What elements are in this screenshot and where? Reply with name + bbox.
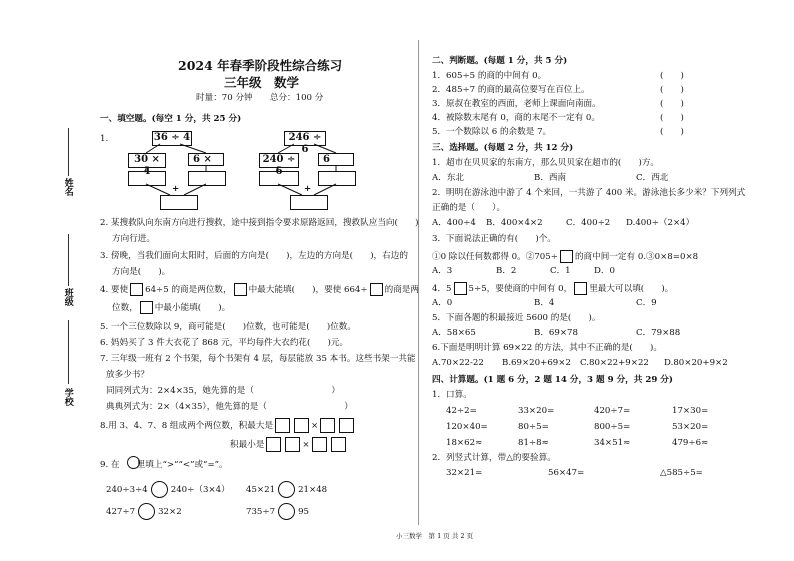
choice-q1: 1．超市在贝贝家的东南方，那么贝贝家在超市的( )方。 bbox=[432, 158, 660, 168]
compare-circle[interactable] bbox=[151, 481, 168, 498]
q8-line1: 8.用 3、4、7、8 组成两个两位数，积最大是 × bbox=[100, 418, 356, 433]
choice-q5: 5．下面各题的积最接近 5600 的是( )。 bbox=[432, 313, 601, 323]
judge-item-4: 4．被除数末尾有 0，商的末尾不一定有 0。 bbox=[432, 113, 600, 123]
choice-q4-b: B．4 bbox=[534, 298, 555, 308]
choice-q2-line2: 正确的是（ ）。 bbox=[432, 203, 506, 213]
choice-q4-c: C．9 bbox=[636, 298, 657, 308]
q2-line2: 方向行进。 bbox=[112, 234, 155, 244]
q8-line2: 积最小是 × bbox=[230, 437, 348, 452]
q5-text: 5. 一个三位数除以 9，商可能是( )位数，也可能是( )位数。 bbox=[100, 322, 356, 332]
choice-q3-text-a: ①0 除以任何数都得 0。②705÷ bbox=[432, 252, 558, 262]
choice-q3-blank-box[interactable] bbox=[560, 250, 573, 263]
diagram1-right-box: 6 × bbox=[188, 153, 224, 166]
choice-q5-c: C．79×88 bbox=[636, 328, 681, 338]
choice-q5-b: B．69×78 bbox=[534, 328, 578, 338]
q4-blank-box[interactable] bbox=[140, 301, 153, 314]
paper-title: 2024 年春季阶段性综合练习 bbox=[178, 58, 343, 73]
q3-line2: 方向是( )。 bbox=[112, 267, 171, 277]
choice-q3-text-b: 的商中间一定有 0.③0×8=0×8 bbox=[574, 252, 699, 262]
time-score: 时量：70 分钟 总分：100 分 bbox=[196, 93, 324, 103]
paper-subtitle: 三年级 数学 bbox=[224, 75, 300, 90]
q9-heading: 9. 在 里填上“>”“<”或“=”。 bbox=[100, 460, 228, 470]
diagram1-plus: + bbox=[172, 184, 180, 194]
judge-paren-3[interactable]: ( ) bbox=[660, 99, 684, 109]
q1-number: 1. bbox=[100, 134, 109, 144]
oral-item: 34×51≈ bbox=[594, 438, 631, 448]
diagram2-right-box: 6 bbox=[318, 153, 354, 166]
school-line[interactable] bbox=[68, 320, 69, 384]
q7-line3: 同同列式为：2×4×35，她先算的是（ ） bbox=[106, 386, 340, 396]
choice-q4-blank-box[interactable] bbox=[574, 282, 587, 295]
compare-circle[interactable] bbox=[278, 481, 295, 498]
oral-item: 420÷7= bbox=[594, 406, 631, 416]
class-line[interactable] bbox=[68, 234, 69, 286]
compare-right: 95 bbox=[298, 507, 310, 517]
choice-q4-text-c: 里最大可以填( )。 bbox=[589, 284, 674, 294]
choice-q3-a: A．3 bbox=[432, 266, 453, 276]
choice-q3-c: C．1 bbox=[550, 266, 571, 276]
choice-q1-c: C．西北 bbox=[636, 173, 669, 183]
q7-line1: 7. 三年级一班有 2 个书架，每个书架有 4 层，每层能放 35 本书。这些书架一共能 bbox=[100, 354, 416, 364]
vertical-item: 56×47= bbox=[548, 468, 585, 478]
choice-q6: 6.下面是明明计算 69×22 的方法，其中不正确的是( )。 bbox=[432, 343, 662, 353]
section4-heading: 四、计算题。(1 题 6 分，2 题 14 分，3 题 9 分，共 29 分) bbox=[432, 375, 673, 385]
choice-q6-b: B.69×20+69×2 bbox=[502, 358, 571, 368]
choice-q4 bbox=[432, 282, 673, 295]
choice-q1-b: B．西南 bbox=[534, 173, 567, 183]
diagram1-connectors bbox=[120, 128, 240, 218]
choice-q6-a: A.70×22-22 bbox=[432, 358, 484, 368]
oral-item: 17×30= bbox=[672, 406, 709, 416]
column-divider bbox=[418, 40, 419, 525]
oral-item: 18×62≈ bbox=[446, 438, 483, 448]
q4-line1 bbox=[100, 283, 419, 296]
compare-right: 21×48 bbox=[298, 485, 328, 495]
q8-digit-box[interactable] bbox=[320, 418, 335, 433]
q8-digit-box[interactable] bbox=[331, 437, 346, 452]
q3-line1: 3. 傍晚，当我们面向太阳时，后面的方向是( )，左边的方向是( )，右边的 bbox=[100, 251, 408, 261]
judge-item-2: 2．485÷7 的商的最高位要写在百位上。 bbox=[432, 85, 590, 95]
q4-text-c: 中最大能填( )，要使 664÷ bbox=[248, 285, 368, 295]
compare-left: 427÷7 bbox=[106, 507, 136, 517]
name-line[interactable] bbox=[68, 128, 69, 176]
compare-left: 240÷3÷4 bbox=[106, 485, 148, 495]
vertical-heading: 2．列竖式计算，带△的要验算。 bbox=[432, 453, 556, 463]
diagram2-left-box: 240 ÷ 6 bbox=[259, 153, 299, 168]
choice-q4-a: A．0 bbox=[432, 298, 453, 308]
q4-text-a: 4. 要使 bbox=[100, 285, 129, 295]
oral-item: 81÷8≈ bbox=[518, 438, 549, 448]
q4-text-d: 的商是两 bbox=[384, 285, 419, 295]
oral-heading: 1．口算。 bbox=[432, 390, 472, 400]
compare-circle[interactable] bbox=[138, 503, 155, 520]
choice-q2-d: D.400÷（2×4） bbox=[626, 218, 695, 228]
q4-blank-box[interactable] bbox=[130, 283, 143, 296]
choice-q2-a: A．400÷4 bbox=[432, 218, 476, 228]
q8-digit-box[interactable] bbox=[294, 418, 309, 433]
q4-text-f: 中最小能填( )。 bbox=[154, 303, 231, 313]
q4-line2 bbox=[112, 301, 230, 314]
diagram2-plus: + bbox=[304, 184, 312, 194]
diagram2-connectors bbox=[250, 128, 370, 218]
judge-item-3: 3．原叔在教室的西面，老师上课面向南面。 bbox=[432, 99, 601, 109]
q8-text-max: 8.用 3、4、7、8 组成两个两位数，积最大是 bbox=[100, 421, 274, 431]
diagram2-top-box: 246 ÷ 6 bbox=[284, 131, 326, 146]
judge-paren-1[interactable]: ( ) bbox=[660, 71, 684, 81]
choice-q2-c: C．400÷2 bbox=[566, 218, 611, 228]
choice-q2-b: B．400×4×2 bbox=[486, 218, 543, 228]
q4-text-b: 64÷5 的商是两位数， bbox=[145, 285, 232, 295]
q4-text-e: 位数， bbox=[112, 303, 138, 313]
choice-q4-text-a: 4．5 bbox=[432, 284, 452, 294]
diagram1-top-box: 36 ÷ 4 bbox=[152, 131, 192, 146]
oral-item: 479÷6≈ bbox=[672, 438, 709, 448]
diagram1-left-box: 30 × 4 bbox=[128, 153, 166, 168]
q4-blank-box[interactable] bbox=[370, 283, 383, 296]
section2-heading: 二、判断题。(每题 1 分，共 5 分) bbox=[432, 56, 568, 66]
q7-line2: 放多少书？ bbox=[106, 370, 149, 380]
q8-digit-box[interactable] bbox=[312, 437, 327, 452]
choice-q6-d: D.80×20+9×2 bbox=[664, 358, 728, 368]
oral-item: 800÷5= bbox=[594, 422, 631, 432]
q9-example-circle bbox=[127, 456, 140, 469]
class-label: 班级 bbox=[62, 288, 73, 306]
page-footer: 小三数学 第 1 页 共 2 页 bbox=[396, 532, 474, 540]
q6-text: 6. 妈妈买了 3 件大衣花了 868 元，平均每件大衣约花( )元。 bbox=[100, 338, 349, 348]
q8-digit-box[interactable] bbox=[285, 437, 300, 452]
compare-right: 32×2 bbox=[158, 507, 182, 517]
choice-q4-text-b: 5÷5，要使商的中间有 0， bbox=[468, 284, 573, 294]
choice-q1-a: A．东北 bbox=[432, 173, 464, 183]
section1-heading: 一、填空题。(每空 1 分，共 25 分) bbox=[100, 114, 242, 124]
q4-blank-box[interactable] bbox=[234, 283, 247, 296]
compare-right: 240÷（3×4） bbox=[170, 485, 230, 495]
judge-paren-4[interactable]: ( ) bbox=[660, 113, 684, 123]
compare-row-1 bbox=[106, 481, 230, 498]
choice-q3: 3．下面说法正确的有( )个。 bbox=[432, 234, 556, 244]
compare-left: 735÷7 bbox=[246, 507, 276, 517]
judge-item-5: 5．一个数除以 6 的余数是 7。 bbox=[432, 127, 552, 137]
oral-item: 42÷2= bbox=[446, 406, 477, 416]
choice-q3-b: B．2 bbox=[496, 266, 517, 276]
oral-item: 80÷5= bbox=[518, 422, 549, 432]
section3-heading: 三、选择题。(每题 2 分，共 12 分) bbox=[432, 143, 574, 153]
q2-line1: 2. 某搜救队向东南方向进行搜救，途中接到指令要求原路返回，搜救队应当向( ) bbox=[100, 218, 419, 228]
choice-q5-a: A．58×65 bbox=[432, 328, 476, 338]
compare-left: 45×21 bbox=[246, 485, 276, 495]
oral-item: 33×20= bbox=[518, 406, 555, 416]
school-label: 学校 bbox=[62, 388, 73, 406]
q8-digit-box[interactable] bbox=[339, 418, 354, 433]
choice-q4-blank-box[interactable] bbox=[454, 282, 467, 295]
oral-item: 53×20= bbox=[672, 422, 709, 432]
vertical-item: 32×21= bbox=[446, 468, 483, 478]
choice-q3-d: D．0 bbox=[594, 266, 615, 276]
q8-digit-box[interactable] bbox=[275, 418, 290, 433]
q7-line4: 典典列式为：2×（4×35），他先算的是（ ） bbox=[106, 402, 353, 412]
choice-q3-statements bbox=[432, 250, 698, 263]
judge-item-1: 1．605÷5 的商的中间有 0。 bbox=[432, 71, 547, 81]
compare-circle[interactable] bbox=[278, 503, 295, 520]
compare-row-1b bbox=[246, 481, 327, 498]
judge-paren-5[interactable]: ( ) bbox=[660, 127, 684, 137]
choice-q2-line1: 2．明明在游泳池中游了 4 个来回，一共游了 400 米。游泳池长多少米？下列列式 bbox=[432, 188, 746, 198]
q8-text-min: 积最小是 bbox=[230, 440, 265, 450]
compare-row-2b bbox=[246, 503, 309, 520]
q8-digit-box[interactable] bbox=[266, 437, 281, 452]
compare-row-2 bbox=[106, 503, 182, 520]
judge-paren-2[interactable]: ( ) bbox=[660, 85, 684, 95]
name-label: 姓名 bbox=[62, 178, 73, 196]
choice-q6-c: C.80×22+9×22 bbox=[580, 358, 649, 368]
vertical-item: △585÷5= bbox=[660, 468, 703, 478]
oral-item: 120×40= bbox=[446, 422, 488, 432]
